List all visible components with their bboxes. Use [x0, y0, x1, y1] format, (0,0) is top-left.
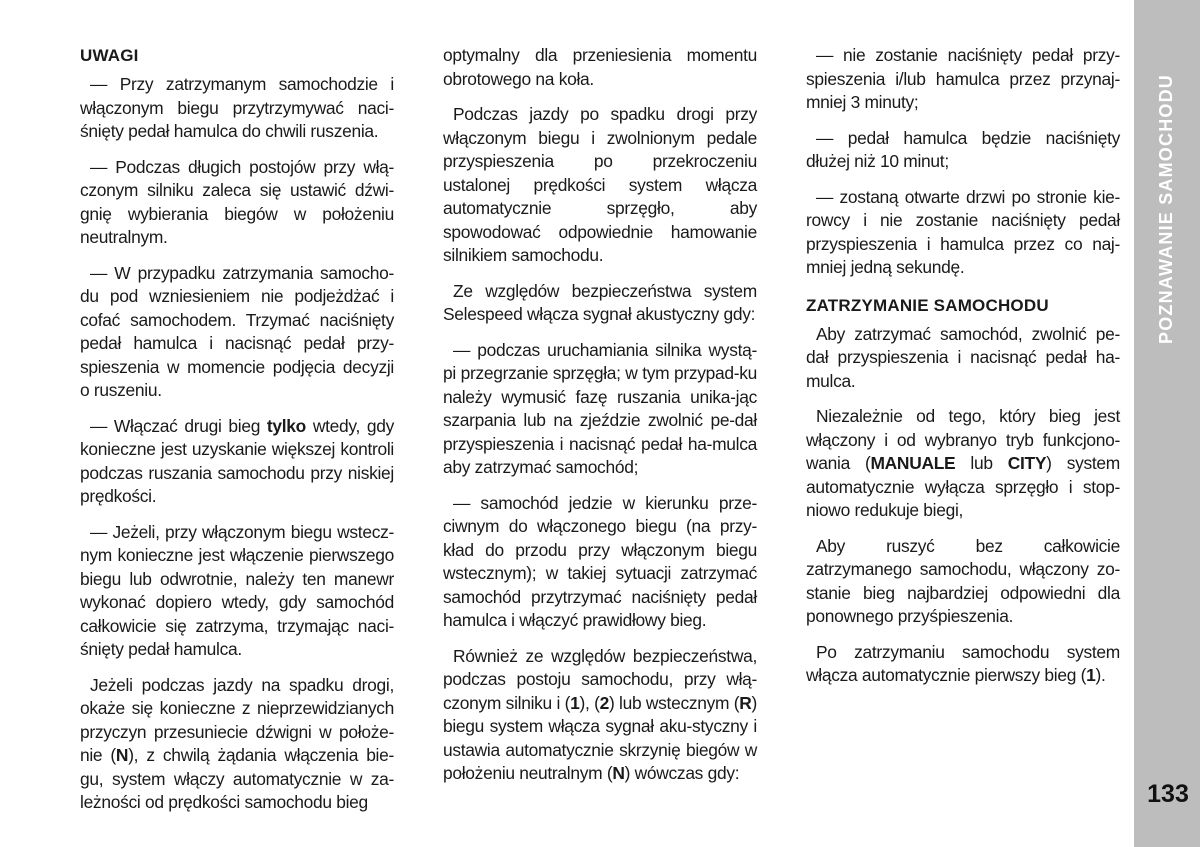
heading-uwagi: UWAGI	[80, 46, 139, 65]
text-segment: ), (	[579, 692, 600, 713]
bold-text: 2	[599, 692, 609, 713]
paragraph	[806, 641, 1120, 688]
text-segment: ) system automatycznie wyłącza sprzęgło i stop-niowo redukuje biegi,	[806, 453, 1120, 520]
paragraph: — Jeżeli, przy włączonym biegu wstecz-nym konieczne jest włączenie pierwszego biegu lub odwrotnie, należy ten manewr wykonać dopiero wtedy, gdy samochód całkowicie się zatrzyma, trzymając naci-śnięty pedał hamulca.	[80, 521, 394, 659]
text-segment: lub	[955, 453, 1008, 473]
section-title: POZNAWANIE SAMOCHODU	[1156, 73, 1176, 344]
paragraph	[80, 415, 394, 509]
text-segment: ), z chwilą żądania włączenia bie-gu, system włączy automatycznie w za-leżności od prędkości samochodu bieg	[80, 745, 394, 812]
bold-text: CITY	[1007, 453, 1047, 473]
column-2	[443, 44, 757, 798]
text-segment: ) wówczas gdy:	[624, 763, 740, 783]
bold-text: N	[115, 745, 129, 765]
column-3	[806, 44, 1120, 700]
paragraph	[443, 645, 757, 786]
bold-text: 1	[570, 692, 580, 713]
bold-text: MANUALE	[870, 453, 956, 473]
text-segment: wtedy, gdy konieczne jest uzyskanie większej kontroli podczas ruszania samochodu przy niskiej prędkości.	[80, 415, 394, 506]
bold-text: tylko	[266, 415, 306, 436]
text-segment: Jeżeli podczas jazdy na spadku drogi, okaże się konieczne z nieprzewidzianych przyczyn przesuniecie dźwigni w położe-nie (	[80, 674, 394, 765]
paragraph	[80, 674, 394, 815]
paragraph: — pedał hamulca będzie naciśnięty dłużej niż 10 minut;	[806, 127, 1120, 171]
text-segment: Również ze względów bezpieczeństwa, podczas postoju samochodu, przy włą-czonym silniku i (	[443, 645, 757, 713]
paragraph: Ze względów bezpieczeństwa system Selespeed włącza sygnał akustyczny gdy:	[443, 280, 757, 324]
paragraph: — W przypadku zatrzymania samocho-du pod wzniesieniem nie podjeżdżać i cofać samochodem. Trzymać naciśnięty pedał hamulca i nacisnąć pedał przy-spieszenia w momencie podjęcia decyzji o ruszeniu.	[80, 262, 394, 400]
heading-zatrzymanie-samochodu: ZATRZYMANIE SAMOCHODU	[806, 295, 1049, 315]
text-segment: ) biegu system włącza sygnał aku-styczny i ustawia automatycznie skrzynię biegów w położeniu neutralnym (	[443, 692, 758, 783]
column-1	[80, 44, 394, 827]
text-segment: ) lub wstecznym (	[608, 692, 740, 713]
paragraph: — samochód jedzie w kierunku prze-ciwnym do włączonego biegu (na przy-kład do przodu przy włączonym biegu wstecznym); w takiej sytuacji zatrzymać samochód przytrzymać naciśnięty pedał hamulca i włączyć prawidłowy bieg.	[443, 492, 757, 630]
paragraph: optymalny dla przeniesienia momentu obrotowego na koła.	[443, 45, 757, 89]
paragraph: — nie zostanie naciśnięty pedał przy-spieszenia i/lub hamulca przez przynaj-mniej 3 minuty;	[806, 45, 1120, 112]
bold-text: N	[612, 763, 625, 783]
text-segment: Po zatrzymaniu samochodu system włącza automatycznie pierwszy bieg (	[806, 641, 1120, 685]
page-number: 133	[1147, 780, 1189, 808]
text-segment: ).	[1095, 665, 1106, 685]
paragraph	[806, 405, 1120, 523]
paragraph: — zostaną otwarte drzwi po stronie kie-rowcy i nie zostanie naciśnięty pedał przyspieszenia i hamulca przez co naj-mniej jedną sekundę.	[806, 186, 1120, 277]
paragraph: Aby ruszyć bez całkowicie zatrzymanego samochodu, włączony zo-stanie bieg najbardziej odpowiedni dla ponownego przyśpieszenia.	[806, 535, 1120, 626]
paragraph: — podczas uruchamiania silnika wystą-pi przegrzanie sprzęgła; w tym przypad-ku należy wymusić fazę ruszania unika-jąc szarpania lub na zjeździe zwolnić pe-dał przyspieszenia i nacisnąć pedał ha-mulca aby zatrzymać samochód;	[443, 339, 757, 477]
text-segment: Niezależnie od tego, który bieg jest włączony i od wybranyo tryb funkcjono-wania (	[806, 406, 1120, 473]
paragraph: — Przy zatrzymanym samochodzie i włączonym biegu przytrzymywać naci-śnięty pedał hamulca do chwili ruszenia.	[80, 74, 394, 141]
bold-text: R	[739, 692, 752, 713]
paragraph: Podczas jazdy po spadku drogi przy włączonym biegu i zwolnionym pedale przyspieszenia po przekroczeniu ustalonej prędkości system włącza automatycznie sprzęgło, aby spowodować odpowiednie hamowanie silnikiem samochodu.	[443, 104, 757, 265]
bold-text: 1	[1086, 665, 1096, 685]
paragraph: Aby zatrzymać samochód, zwolnić pe-dał przyspieszenia i nacisnąć pedał ha-mulca.	[806, 323, 1120, 391]
paragraph: — Podczas długich postojów przy włą-czonym silniku zaleca się ustawić dźwi-gnię wybierania biegów w położeniu neutralnym.	[80, 156, 394, 247]
text-segment: — Włączać drugi bieg	[90, 415, 267, 436]
